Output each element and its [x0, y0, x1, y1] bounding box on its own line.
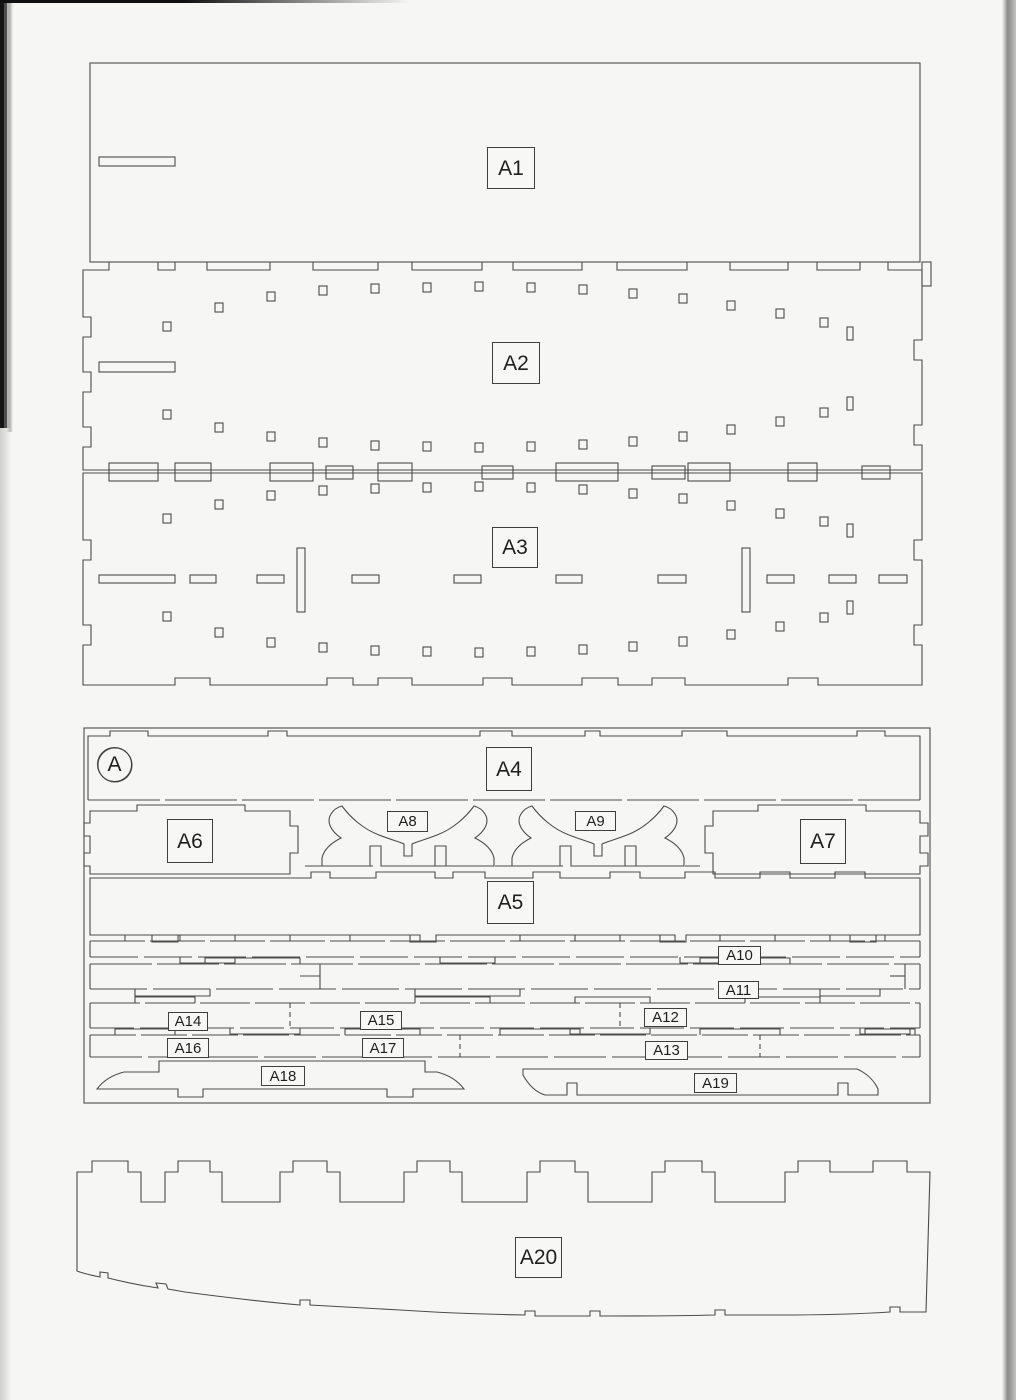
part-label-a8-text: A8 — [398, 813, 417, 830]
scan-edge-top — [0, 0, 410, 3]
part-label-a17-text: A17 — [369, 1039, 397, 1057]
part-a20-outline — [77, 1161, 930, 1316]
part-label-a6 — [167, 819, 213, 863]
part-label-a1-text: A1 — [498, 156, 524, 180]
part-label-a2-text: A2 — [503, 351, 529, 375]
section-a-marker-text: A — [107, 752, 122, 776]
part-label-a11-text: A11 — [725, 981, 752, 999]
part-label-a6-text: A6 — [177, 829, 203, 853]
part-label-a4-text: A4 — [496, 757, 522, 781]
part-label-a17 — [362, 1038, 404, 1058]
slot — [99, 157, 175, 166]
panel-a2-a3-shared-tabs — [109, 463, 890, 481]
part-label-a5-text: A5 — [497, 891, 524, 914]
part-label-a3-text: A3 — [502, 536, 528, 559]
part-label-a15-text: A15 — [367, 1012, 395, 1029]
part-label-a4 — [486, 747, 532, 791]
part-label-a18 — [261, 1066, 305, 1086]
stringer-row-a10 — [90, 935, 920, 963]
part-label-a11 — [718, 981, 759, 999]
part-label-a12-text: A12 — [652, 1009, 679, 1026]
part-label-a14 — [168, 1012, 208, 1031]
section-a-marker — [97, 747, 132, 782]
part-label-a12 — [644, 1008, 687, 1027]
part-label-a16-text: A16 — [174, 1039, 202, 1057]
part-label-a20-text: A20 — [519, 1246, 558, 1269]
part-label-a7 — [800, 819, 846, 864]
part-label-a10 — [718, 946, 761, 965]
panel-a3-outline — [83, 473, 922, 685]
part-label-a9-text: A9 — [586, 812, 605, 830]
part-label-a7-text: A7 — [810, 830, 836, 853]
part-label-a5 — [487, 881, 534, 924]
part-label-a16 — [167, 1038, 209, 1058]
scan-edge-left-light — [0, 428, 11, 1400]
part-label-a19-text: A19 — [702, 1074, 729, 1092]
part-label-a14-text: A14 — [174, 1013, 202, 1030]
part-label-a3 — [492, 527, 538, 568]
part-label-a19 — [694, 1073, 737, 1093]
part-label-a13-text: A13 — [653, 1042, 680, 1059]
scan-edge-left-dark — [0, 0, 13, 432]
slot — [99, 362, 175, 372]
stringer-row-a11 — [90, 958, 920, 999]
part-label-a15 — [360, 1011, 402, 1030]
scan-edge-right — [1002, 0, 1016, 1400]
part-label-a9 — [575, 811, 616, 831]
part-label-a8 — [387, 811, 428, 832]
part-label-a18-text: A18 — [269, 1067, 297, 1085]
part-label-a1 — [487, 147, 535, 189]
part-label-a13 — [645, 1041, 688, 1060]
part-label-a2 — [492, 342, 540, 384]
stringer-row-a13 — [90, 1029, 920, 1057]
part-label-a20 — [515, 1237, 562, 1278]
part-label-a10-text: A10 — [726, 947, 753, 964]
